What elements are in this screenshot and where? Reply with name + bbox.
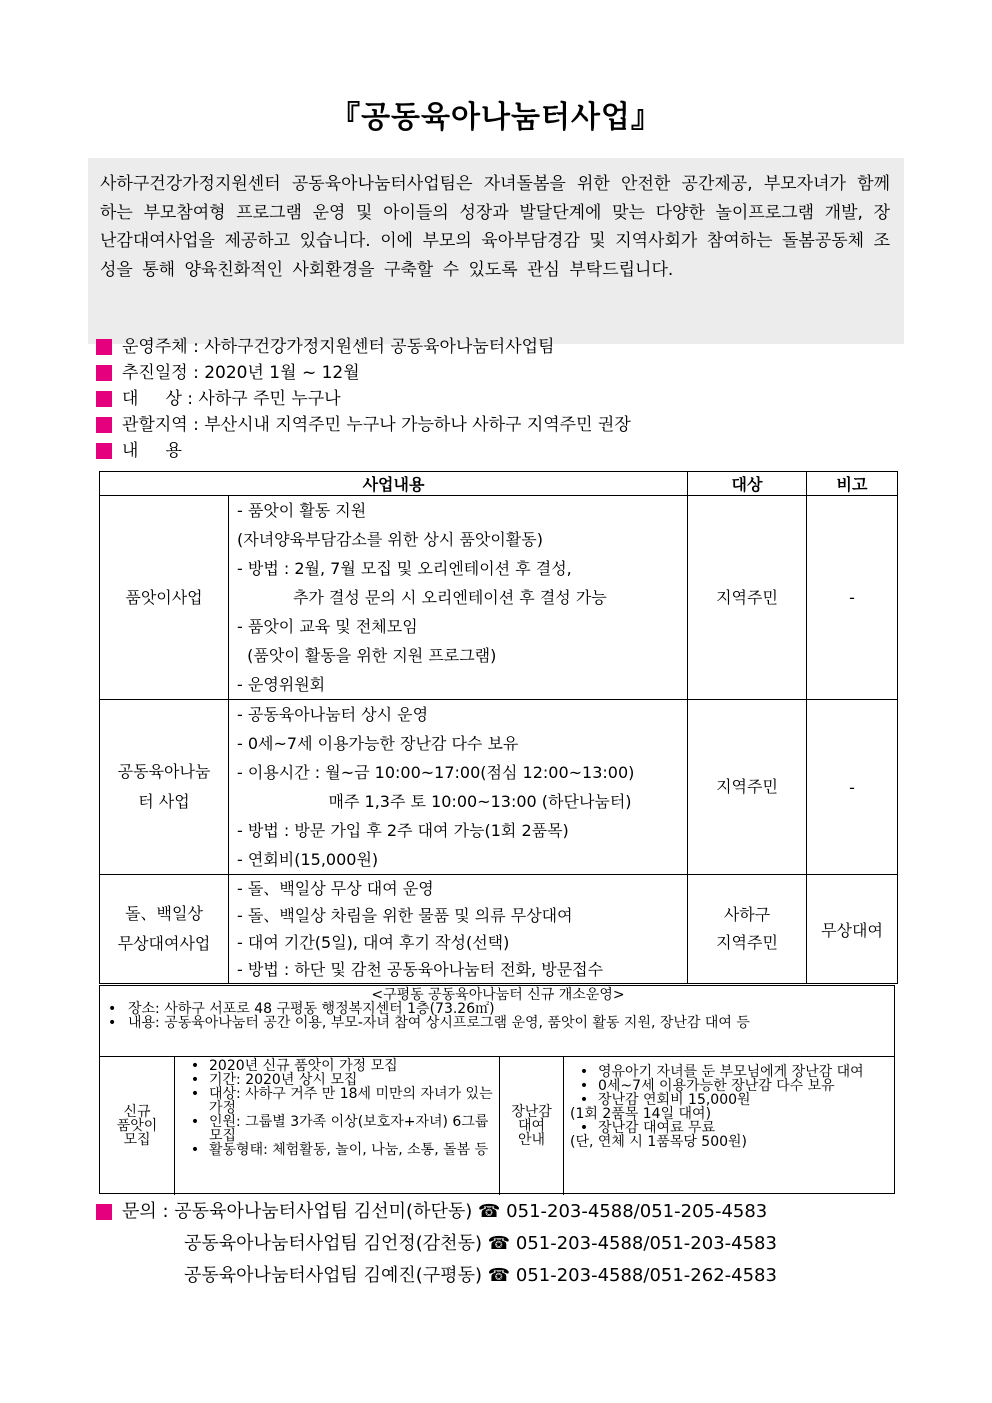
- recruit-label: 신규 품앗이 모집: [100, 1057, 175, 1195]
- contact-phone: 051-203-4588/051-262-4583: [515, 1265, 777, 1286]
- bullet-dot-icon: •: [108, 1015, 117, 1031]
- pink-square-icon: [96, 365, 112, 381]
- bullet-dot-icon: •: [108, 1001, 117, 1017]
- list-item: • 영유아기 자녀를 둔 부모님에게 장난감 대여: [570, 1065, 888, 1079]
- bullet-dot-icon: •: [190, 1114, 200, 1130]
- list-item: • 인원: 그룹별 3가족 이상(보호자+자녀) 6그룹 모집: [181, 1115, 495, 1143]
- bullet-target: 대 상 : 사하구 주민 누구나: [96, 386, 631, 412]
- phone-icon: ☎: [478, 1201, 501, 1222]
- table-row: [100, 700, 898, 875]
- list-item: • 기간: 2020년 상시 모집: [181, 1073, 495, 1087]
- bullet-dot-icon: •: [190, 1086, 200, 1102]
- notice-box: [99, 985, 895, 1194]
- contact-phone: 051-203-4588/051-205-4583: [506, 1201, 768, 1222]
- bullet-region: 관할지역 : 부산시내 지역주민 누구나 가능하나 사하구 지역주민 권장: [96, 412, 631, 438]
- row-note: 무상대여: [807, 875, 898, 984]
- list-item: • 2020년 신규 품앗이 가정 모집: [181, 1059, 495, 1073]
- intro-paragraph: 사하구건강가정지원센터 공동육아나눔터사업팀은 자녀돌봄을 위한 안전한 공간제공, 부모자녀가 함께하는 부모참여형 프로그램 운영 및 아이들의 성장과 발달단계에 맞는 다양한 놀이프로그램 개발, 장난감대여사업을 제공하고 있습니다. 이에 부모의 육아부담경감 및 지역사회가 참여하는 돌봄공동체 조성을 통해 양육친화적인 사회환경을 구축할 수 있도록 관심 부탁드립니다.: [88, 158, 904, 344]
- toy-rental-details: [564, 1057, 894, 1195]
- row-target: 지역주민: [688, 700, 807, 875]
- table-row: [100, 875, 898, 984]
- header-content: 사업내용: [100, 472, 688, 496]
- pink-square-icon: [96, 1204, 112, 1220]
- table-header-row: [100, 472, 898, 496]
- bullet-dot-icon: •: [579, 1092, 589, 1108]
- row-items: - 돌、백일상 무상 대여 운영 - 돌、백일상 차림을 위한 물품 및 의류 무상대여 - 대여 기간(5일), 대여 후기 작성(선택) - 방법 : 하단 및 감천 공동육아나눔터 전화, 방문접수: [229, 875, 688, 984]
- list-item: • 장난감 대여료 무료: [570, 1121, 888, 1135]
- phone-icon: ☎: [487, 1233, 511, 1254]
- contact-line: [96, 1260, 777, 1292]
- contact-label: 문의 :: [122, 1201, 175, 1222]
- row-note: -: [807, 700, 898, 875]
- bullet-dot-icon: •: [579, 1078, 589, 1094]
- pink-square-icon: [96, 339, 112, 355]
- bullet-content: 내 용: [96, 438, 631, 464]
- pink-square-icon: [96, 443, 112, 459]
- bullet-dot-icon: •: [579, 1064, 589, 1080]
- row-items: - 공동육아나눔터 상시 운영 - 0세~7세 이용가능한 장난감 다수 보유 - 이용시간 : 월~금 10:00~17:00(점심 12:00~13:00) 매주 1,3주 토 10:00~13:00 (하단나눔터) - 방법 : 방문 가입 후 2주 대여 가능(1회 2품목) - 연회비(15,000원): [229, 700, 688, 875]
- contact-phone: 051-203-4588/051-203-4583: [515, 1233, 777, 1254]
- program-table: [99, 471, 898, 984]
- bullet-dot-icon: •: [190, 1072, 200, 1088]
- bullet-schedule: 추진일정 : 2020년 1월 ~ 12월: [96, 360, 631, 386]
- list-item: • 장난감 연회비 15,000원: [570, 1093, 888, 1107]
- row-target: 사하구 지역주민: [688, 875, 807, 984]
- page-title: 『공동육아나눔터사업』: [330, 100, 662, 135]
- contact-line: [96, 1196, 777, 1228]
- toy-rental-label: 장난감 대여 안내: [500, 1057, 564, 1195]
- list-item: (단, 연체 시 1품목당 500원): [570, 1134, 747, 1150]
- header-note: 비고: [807, 472, 898, 496]
- list-item: • 대상: 사하구 거주 만 18세 미만의 자녀가 있는 가정: [181, 1087, 495, 1115]
- contact-line: [96, 1228, 777, 1260]
- bullet-dot-icon: •: [190, 1142, 200, 1158]
- table-row: [100, 496, 898, 700]
- row-category: 품앗이사업: [100, 496, 229, 700]
- notice-grid: [100, 1057, 894, 1195]
- bullet-operator: 운영주체 : 사하구건강가정지원센터 공동육아나눔터사업팀: [96, 334, 631, 360]
- info-bullet-list: [96, 334, 631, 464]
- phone-icon: ☎: [487, 1265, 511, 1286]
- contact-section: [96, 1196, 777, 1292]
- row-note: -: [807, 496, 898, 700]
- list-item: • 0세~7세 이용가능한 장난감 다수 보유: [570, 1079, 888, 1093]
- pink-square-icon: [96, 417, 112, 433]
- notice-line: • 장소: 사하구 서포로 48 구평동 행정복지센터 1층(73.26㎡): [108, 1001, 495, 1017]
- contact-name: 공동육아나눔터사업팀 김예진(구평동): [184, 1265, 482, 1286]
- notice-top: [100, 986, 894, 1057]
- list-item: • 활동형태: 체험활동, 놀이, 나눔, 소통, 돌봄 등: [181, 1143, 495, 1157]
- contact-name: 공동육아나눔터사업팀 김선미(하단동): [174, 1201, 473, 1222]
- list-item: (1회 2품목 14일 대여): [570, 1106, 712, 1122]
- row-target: 지역주민: [688, 496, 807, 700]
- row-category: 공동육아나눔 터 사업: [100, 700, 229, 875]
- pink-square-icon: [96, 391, 112, 407]
- row-items: - 품앗이 활동 지원 (자녀양육부담감소를 위한 상시 품앗이활동) - 방법 : 2월, 7월 모집 및 오리엔테이션 후 결성, 추가 결성 문의 시 오리엔테이션 후 결성 가능 - 품앗이 교육 및 전체모임 (품앗이 활동을 위한 지원 프로그램) - 운영위원회: [229, 496, 688, 700]
- contact-name: 공동육아나눔터사업팀 김언정(감천동): [184, 1233, 482, 1254]
- bullet-dot-icon: •: [579, 1120, 589, 1136]
- row-category: 돌、백일상 무상대여사업: [100, 875, 229, 984]
- notice-heading: <구평동 공동육아나눔터 신규 개소운영>: [371, 987, 625, 1003]
- bullet-dot-icon: •: [190, 1058, 200, 1074]
- notice-line: • 내용: 공동육아나눔터 공간 이용, 부모-자녀 참여 상시프로그램 운영, 품앗이 활동 지원, 장난감 대여 등: [108, 1015, 750, 1031]
- header-target: 대상: [688, 472, 807, 496]
- recruit-details: [175, 1057, 500, 1195]
